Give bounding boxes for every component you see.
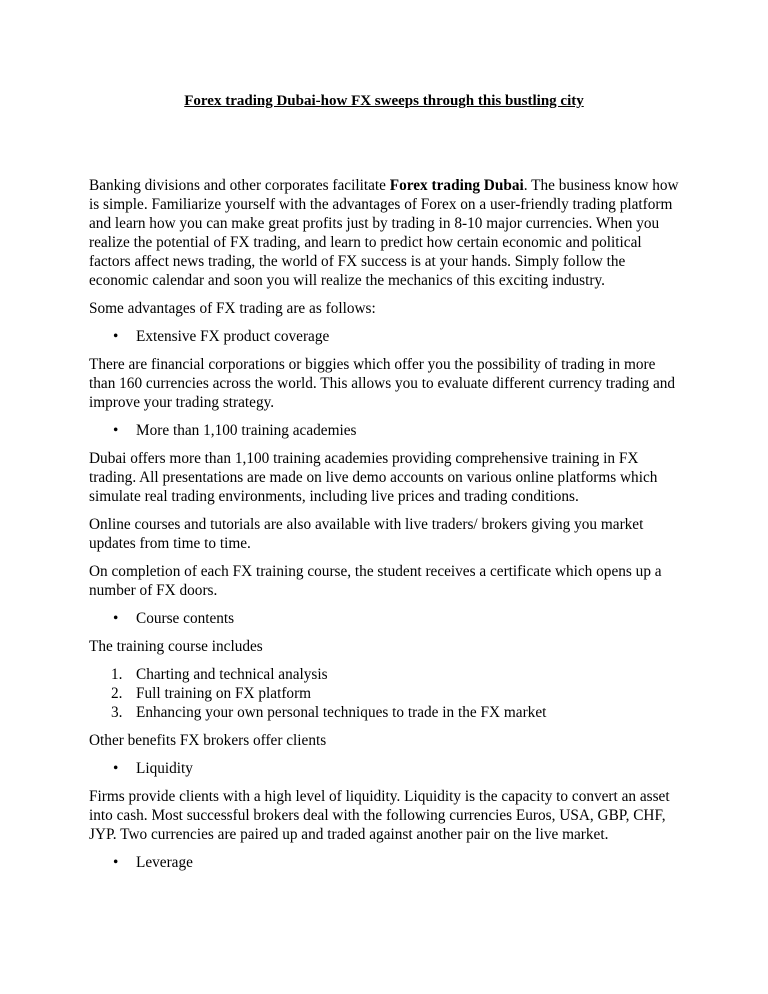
intro-text-end: . The business know how is simple. Familiarize yourself with the advantages of Forex on a user-friendly trading platform and learn how you can make great profits just by trading in 8-10 major currencies. When you realize the potential of FX trading, and learn to predict how certain economic and political factors affect news trading, the world of FX success is at your hands. Simply follow the economic calendar and soon you will realize the mechanics of this exciting industry. bbox=[89, 177, 679, 289]
list-text: Charting and technical analysis bbox=[136, 666, 328, 683]
bullet-icon: • bbox=[113, 422, 119, 439]
benefits-intro: Other benefits FX brokers offer clients bbox=[89, 732, 327, 749]
bullet-text: Liquidity bbox=[136, 760, 193, 777]
bullet-text: Leverage bbox=[136, 854, 193, 871]
list-item bbox=[89, 665, 679, 684]
list-text: Enhancing your own personal techniques to trade in the FX market bbox=[136, 704, 547, 721]
document-title: Forex trading Dubai-how FX sweeps through this bustling city bbox=[184, 93, 584, 109]
online-courses-paragraph: Online courses and tutorials are also available with live traders/ brokers giving you market updates from time to time. bbox=[89, 516, 644, 552]
bullet-icon: • bbox=[113, 854, 119, 871]
bullet-icon: • bbox=[113, 610, 119, 627]
liquidity-paragraph: Firms provide clients with a high level of liquidity. Liquidity is the capacity to convert an asset into cash. Most successful brokers deal with the following currencies Euros, USA, GBP, CHF, JYP. Two currencies are paired up and traded against another pair on the live market. bbox=[89, 788, 670, 843]
list-item bbox=[89, 684, 679, 703]
document-body bbox=[89, 176, 679, 881]
intro-text-start: Banking divisions and other corporates facilitate bbox=[89, 177, 390, 194]
bullet-item bbox=[89, 327, 679, 346]
bullet-item bbox=[89, 853, 679, 872]
bullet-item bbox=[89, 759, 679, 778]
intro-bold-keyword: Forex trading Dubai bbox=[389, 177, 524, 194]
bullet-item bbox=[89, 421, 679, 440]
bullet-icon: • bbox=[113, 760, 119, 777]
list-number: 1. bbox=[111, 666, 123, 683]
list-number: 3. bbox=[111, 704, 123, 721]
course-list bbox=[89, 665, 679, 722]
course-intro: The training course includes bbox=[89, 638, 263, 655]
academies-paragraph: Dubai offers more than 1,100 training academies providing comprehensive training in FX trading. All presentations are made on live demo accounts on various online platforms which simulate real trading environments, including live prices and trading conditions. bbox=[89, 450, 658, 505]
list-item bbox=[89, 703, 679, 722]
bullet-text: Extensive FX product coverage bbox=[136, 328, 330, 345]
bullet-text: More than 1,100 training academies bbox=[136, 422, 357, 439]
advantages-intro: Some advantages of FX trading are as follows: bbox=[89, 300, 376, 317]
list-text: Full training on FX platform bbox=[136, 685, 312, 702]
bullet-item bbox=[89, 609, 679, 628]
list-number: 2. bbox=[111, 685, 123, 702]
intro-paragraph bbox=[89, 176, 679, 290]
coverage-paragraph: There are financial corporations or biggies which offer you the possibility of trading in more than 160 currencies across the world. This allows you to evaluate different currency trading and improve your trading strategy. bbox=[89, 356, 676, 411]
certificate-paragraph: On completion of each FX training course, the student receives a certificate which opens up a number of FX doors. bbox=[89, 563, 662, 599]
bullet-icon: • bbox=[113, 328, 119, 345]
bullet-text: Course contents bbox=[136, 610, 235, 627]
